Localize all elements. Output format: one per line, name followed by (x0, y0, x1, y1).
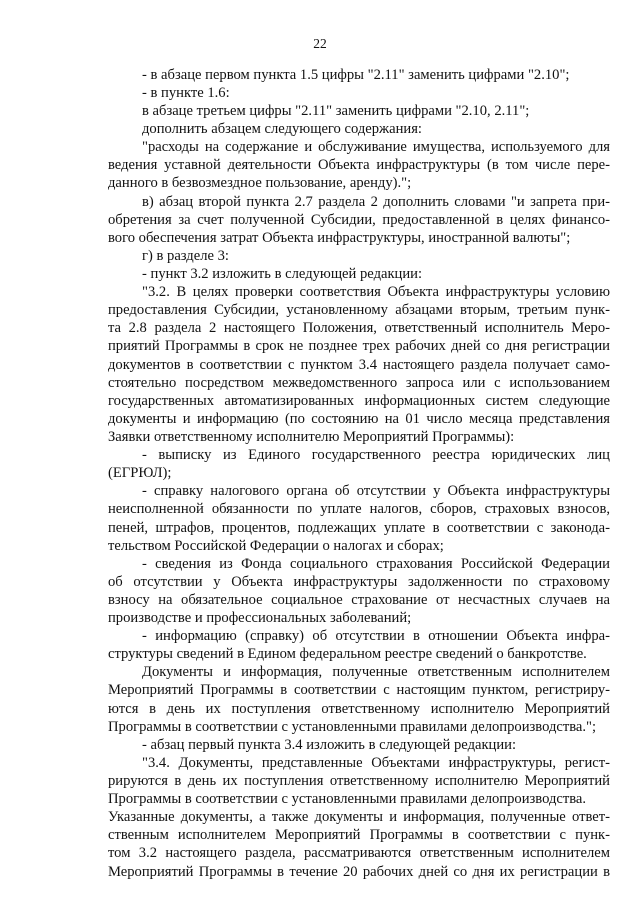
text-line: - справку налогового органа об отсутствии у Объекта инфраструктуры (142, 483, 610, 499)
text-line: рируются в день их поступления ответственному исполнителю Мероприятий (108, 773, 610, 789)
text-line: взносу на обязательное социальное страхование от несчастных случаев на (108, 592, 610, 608)
text-line: государственных автоматизированных информационных систем следующие (108, 393, 610, 409)
text-line: - сведения из Фонда социального страхования Российской Федерации (142, 556, 610, 572)
text-line: "расходы на содержание и обслуживание имущества, используемого для (142, 139, 610, 155)
text-line: - выписку из Единого государственного реестра юридических лиц (142, 447, 610, 463)
text-line: тельством Российской Федерации о налогах и сборах; (108, 538, 444, 554)
text-line: данного в безвозмездное пользование, аренду)."; (108, 175, 412, 191)
text-line: Мероприятий Программы в соответствии с настоящим пунктом, регистриру- (108, 682, 610, 698)
text-line: документы и информацию (по состоянию на 01 число месяца представления (108, 411, 610, 427)
text-line: неисполненной обязанности по уплате налогов, сборов, страховых взносов, (108, 501, 610, 517)
text-line: - пункт 3.2 изложить в следующей редакции: (142, 266, 423, 282)
text-line: Мероприятий Программы в течение 20 рабочих дней со дня их регистрации в (108, 864, 610, 880)
text-line: та 2.8 раздела 2 настоящего Положения, ответственный исполнитель Меро- (108, 320, 610, 336)
text-line: "3.2. В целях проверки соответствия Объекта инфраструктуры условию (142, 284, 610, 300)
text-line: том 3.2 настоящего раздела, рассматриваются ответственным исполнителем (108, 845, 610, 861)
text-line: Программы в соответствии с установленными правилами делопроизводства. (108, 791, 587, 807)
text-line: Заявки ответственному исполнителю Мероприятий Программы): (108, 429, 515, 445)
text-line: ведения уставной деятельности Объекта инфраструктуры (в том числе пере- (108, 157, 610, 173)
text-line: приятий Программы в срок не позднее трех рабочих дней со дня регистрации (108, 338, 610, 354)
text-line: структуры сведений в Едином федеральном реестре сведений о банкротстве. (108, 646, 587, 662)
text-line: предоставления Субсидии, установленному абзацами вторым, третьим пунк- (108, 302, 610, 318)
page-number: 22 (313, 36, 327, 51)
text-line: г) в разделе 3: (142, 248, 229, 264)
text-line: пеней, штрафов, процентов, подлежащих уплате в соответствии с законода- (108, 520, 610, 536)
text-line: - информацию (справку) об отсутствии в отношении Объекта инфра- (142, 628, 610, 644)
text-line: - абзац первый пункта 3.4 изложить в следующей редакции: (142, 737, 517, 753)
text-line: "3.4. Документы, представленные Объектами инфраструктуры, регист- (142, 755, 610, 771)
text-line: производстве и профессиональных заболеваний; (108, 610, 412, 626)
text-line: Документы и информация, полученные ответственным исполнителем (142, 664, 610, 680)
text-line: ются в день их поступления ответственному исполнителю Мероприятий (108, 701, 610, 717)
text-line: - в абзаце первом пункта 1.5 цифры "2.11" заменить цифрами "2.10"; (142, 67, 570, 83)
text-line: в абзаце третьем цифры "2.11" заменить цифрами "2.10, 2.11"; (142, 103, 530, 119)
text-line: вого обеспечения затрат Объекта инфраструктуры, иностранной валюты"; (108, 230, 571, 246)
text-line: (ЕГРЮЛ); (108, 465, 172, 481)
text-line: - в пункте 1.6: (142, 85, 230, 101)
text-line: дополнить абзацем следующего содержания: (142, 121, 422, 137)
text-line: об отсутствии у Объекта инфраструктуры задолженности по страховому (108, 574, 610, 590)
text-line: документов в соответствии с пунктом 3.4 настоящего раздела получает само- (108, 357, 610, 373)
text-line: стоятельно посредством межведомственного запроса или с использованием (108, 375, 610, 391)
text-line: Указанные документы, а также документы и информация, полученные ответ- (108, 809, 610, 825)
text-line: Программы в соответствии с установленными правилами делопроизводства."; (108, 719, 597, 735)
text-line: в) абзац второй пункта 2.7 раздела 2 дополнить словами "и запрета при- (142, 194, 610, 210)
text-line: обретения за счет полученной Субсидии, предоставленной в целях финансо- (108, 212, 610, 228)
text-line: ственным исполнителем Мероприятий Программы в соответствии с пунк- (108, 827, 610, 843)
